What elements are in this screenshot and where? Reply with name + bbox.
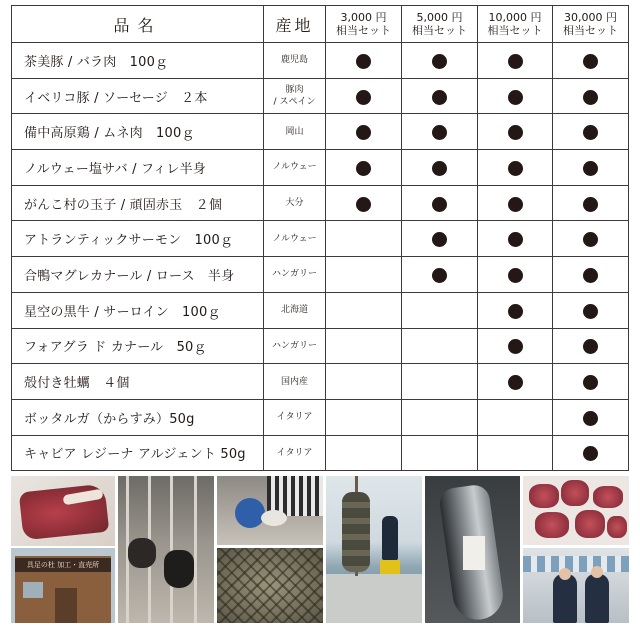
item-name: キャビア レジーナ アルジェント 50g xyxy=(12,435,264,471)
included-dot-icon xyxy=(583,54,598,69)
set-cell xyxy=(478,114,553,150)
set-cell xyxy=(402,328,478,364)
included-dot-icon xyxy=(583,90,598,105)
included-dot-icon xyxy=(356,161,371,176)
set-cell xyxy=(326,43,402,79)
set-cell xyxy=(402,185,478,221)
item-name: イベリコ豚 / ソーセージ ２本 xyxy=(12,78,264,114)
item-origin: 豚肉 / スペイン xyxy=(264,78,326,114)
set-cell xyxy=(478,364,553,400)
set-cell xyxy=(402,150,478,186)
included-dot-icon xyxy=(583,161,598,176)
photo-fishing-boat xyxy=(326,476,422,623)
set-cell xyxy=(402,364,478,400)
table-row xyxy=(12,221,629,257)
set-cell xyxy=(478,328,553,364)
set-cell xyxy=(553,399,629,435)
photo-oyster-shucking xyxy=(217,476,323,545)
set-cell xyxy=(553,435,629,471)
photo-salmon xyxy=(425,476,520,623)
item-origin: 岡山 xyxy=(264,114,326,150)
table-row xyxy=(12,435,629,471)
included-dot-icon xyxy=(583,268,598,283)
photo-meat-cuts xyxy=(523,476,629,545)
item-name: がんこ村の玉子 / 頑固赤玉 ２個 xyxy=(12,185,264,221)
included-dot-icon xyxy=(583,339,598,354)
table-row xyxy=(12,150,629,186)
set-cell xyxy=(478,185,553,221)
table-row xyxy=(12,292,629,328)
included-dot-icon xyxy=(508,161,523,176)
item-origin: ハンガリー xyxy=(264,257,326,293)
set-cell xyxy=(326,364,402,400)
photo-cattle-barn xyxy=(118,476,214,623)
item-origin: 鹿児島 xyxy=(264,43,326,79)
included-dot-icon xyxy=(356,90,371,105)
set-cell xyxy=(326,78,402,114)
set-cell xyxy=(326,328,402,364)
included-dot-icon xyxy=(508,90,523,105)
item-origin: 北海道 xyxy=(264,292,326,328)
table-body xyxy=(12,43,629,471)
table-row xyxy=(12,328,629,364)
set-cell xyxy=(326,435,402,471)
included-dot-icon xyxy=(432,125,447,140)
set-cell xyxy=(326,399,402,435)
set-cell xyxy=(553,150,629,186)
set-cell xyxy=(553,78,629,114)
set-cell xyxy=(326,292,402,328)
included-dot-icon xyxy=(583,232,598,247)
photo-beef-block xyxy=(11,476,115,546)
included-dot-icon xyxy=(508,304,523,319)
included-dot-icon xyxy=(583,197,598,212)
set-cell xyxy=(326,114,402,150)
set-cell xyxy=(402,43,478,79)
header-set-3000: 3,000 円 相当セット xyxy=(326,6,402,43)
included-dot-icon xyxy=(508,375,523,390)
set-cell xyxy=(478,435,553,471)
table-header-row xyxy=(12,6,629,43)
included-dot-icon xyxy=(583,411,598,426)
photo-shop-storefront xyxy=(11,548,115,623)
header-origin: 産地 xyxy=(264,6,326,43)
shop-sign: 具足の杜 加工・直売所 xyxy=(15,558,111,572)
item-name: 茶美豚 / バラ肉 100ｇ xyxy=(12,43,264,79)
included-dot-icon xyxy=(432,54,447,69)
set-cell xyxy=(402,78,478,114)
set-cell xyxy=(402,292,478,328)
included-dot-icon xyxy=(508,268,523,283)
set-cell xyxy=(478,257,553,293)
set-cell xyxy=(553,292,629,328)
table-row xyxy=(12,78,629,114)
table-row xyxy=(12,43,629,79)
included-dot-icon xyxy=(583,446,598,461)
set-cell xyxy=(478,78,553,114)
included-dot-icon xyxy=(508,232,523,247)
set-cell xyxy=(402,399,478,435)
set-cell xyxy=(402,435,478,471)
header-set-30000: 30,000 円 相当セット xyxy=(553,6,629,43)
set-cell xyxy=(553,364,629,400)
included-dot-icon xyxy=(432,161,447,176)
set-comparison-table xyxy=(11,5,629,471)
item-name: 備中高原鶏 / ムネ肉 100ｇ xyxy=(12,114,264,150)
table-row xyxy=(12,185,629,221)
set-cell xyxy=(326,257,402,293)
set-cell xyxy=(478,221,553,257)
included-dot-icon xyxy=(432,232,447,247)
item-origin: イタリア xyxy=(264,399,326,435)
set-cell xyxy=(553,43,629,79)
set-cell xyxy=(553,328,629,364)
item-name: ノルウェー塩サバ / フィレ半身 xyxy=(12,150,264,186)
photo-market-staff xyxy=(523,548,629,623)
header-set-5000: 5,000 円 相当セット xyxy=(402,6,478,43)
item-origin: ノルウェー xyxy=(264,150,326,186)
included-dot-icon xyxy=(508,339,523,354)
included-dot-icon xyxy=(432,90,447,105)
set-cell xyxy=(402,114,478,150)
set-cell xyxy=(326,221,402,257)
item-origin: ノルウェー xyxy=(264,221,326,257)
table-row xyxy=(12,364,629,400)
item-name: 星空の黒牛 / サーロイン 100ｇ xyxy=(12,292,264,328)
photo-oyster-net xyxy=(217,548,323,623)
header-set-10000: 10,000 円 相当セット xyxy=(478,6,553,43)
included-dot-icon xyxy=(356,125,371,140)
set-cell xyxy=(478,399,553,435)
table-row xyxy=(12,257,629,293)
item-name: 殻付き牡蠣 ４個 xyxy=(12,364,264,400)
included-dot-icon xyxy=(583,375,598,390)
included-dot-icon xyxy=(508,125,523,140)
included-dot-icon xyxy=(356,197,371,212)
item-origin: イタリア xyxy=(264,435,326,471)
item-name: 合鴨マグレカナール / ロース 半身 xyxy=(12,257,264,293)
included-dot-icon xyxy=(432,268,447,283)
set-cell xyxy=(478,43,553,79)
item-origin: 国内産 xyxy=(264,364,326,400)
table-row xyxy=(12,399,629,435)
included-dot-icon xyxy=(508,54,523,69)
set-cell xyxy=(478,150,553,186)
set-cell xyxy=(553,221,629,257)
set-cell xyxy=(402,221,478,257)
item-name: フォアグラ ド カナール 50ｇ xyxy=(12,328,264,364)
set-cell xyxy=(326,185,402,221)
set-cell xyxy=(326,150,402,186)
included-dot-icon xyxy=(583,125,598,140)
set-cell xyxy=(478,292,553,328)
set-cell xyxy=(553,185,629,221)
item-origin: ハンガリー xyxy=(264,328,326,364)
included-dot-icon xyxy=(583,304,598,319)
item-name: アトランティックサーモン 100ｇ xyxy=(12,221,264,257)
included-dot-icon xyxy=(432,197,447,212)
included-dot-icon xyxy=(356,54,371,69)
set-cell xyxy=(553,114,629,150)
item-name: ボッタルガ（からすみ）50g xyxy=(12,399,264,435)
header-item-name: 品名 xyxy=(12,6,264,43)
item-origin: 大分 xyxy=(264,185,326,221)
set-cell xyxy=(402,257,478,293)
set-cell xyxy=(553,257,629,293)
included-dot-icon xyxy=(508,197,523,212)
table-row xyxy=(12,114,629,150)
